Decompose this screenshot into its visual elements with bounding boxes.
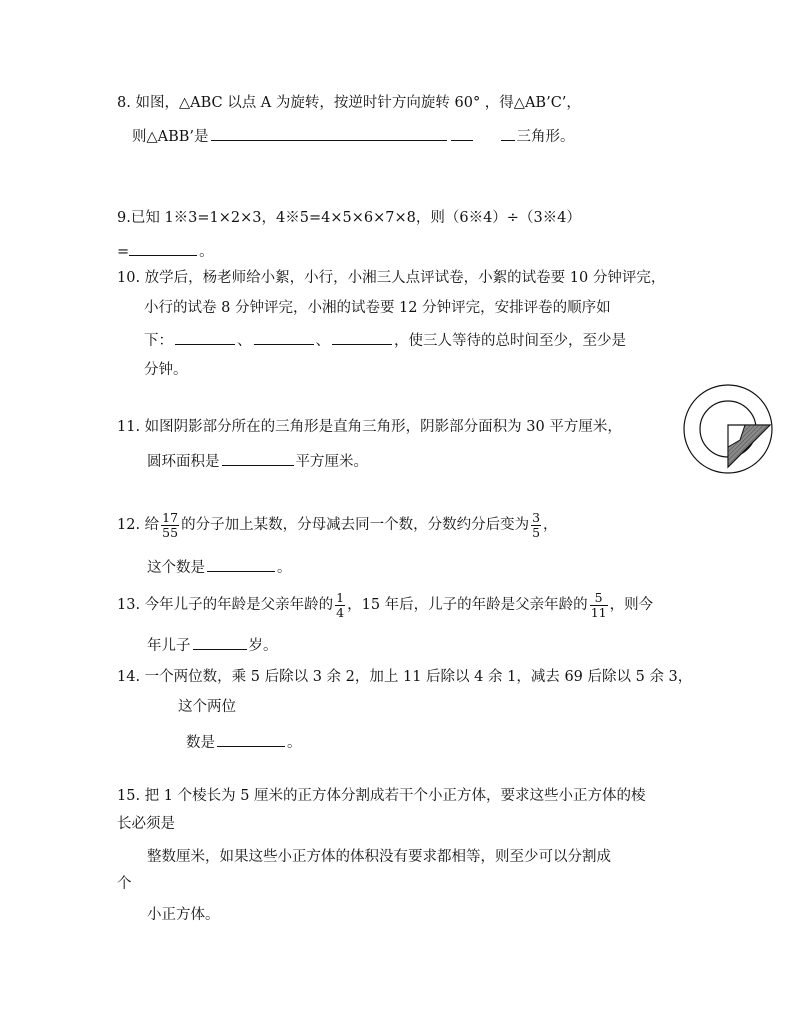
annulus-triangle-figure xyxy=(682,383,774,475)
q14-line3-pre: 数是 xyxy=(186,735,215,751)
q10-order-blank-3[interactable] xyxy=(332,329,392,345)
q9-line2-pre: = xyxy=(117,244,130,260)
q10-line1: 10. 放学后，杨老师给小絮，小行，小湘三人点评试卷，小絮的试卷要 10 分钟评完， xyxy=(117,270,666,286)
q8-line2-pre: 则△ABB’是 xyxy=(132,129,209,145)
q13-mid: ，15 年后，儿子的年龄是父亲年龄的 xyxy=(347,597,588,613)
q13-fraction-1 xyxy=(335,591,345,620)
q13-frac1-den: 4 xyxy=(336,604,345,620)
q12-frac2-den: 5 xyxy=(532,524,541,540)
q12-frac2-num: 3 xyxy=(532,509,541,525)
q15-line1: 15. 把 1 个棱长为 5 厘米的正方体分割成若干个小正方体，要求这些小正方体的棱 xyxy=(117,788,646,804)
q12-fraction-2 xyxy=(531,511,541,540)
q14-line3-post: 。 xyxy=(287,735,302,751)
q13-post: ，则今 xyxy=(609,597,654,613)
q10-sep-2: 、 xyxy=(315,333,330,349)
q12-line2 xyxy=(147,556,292,578)
q10-order-blank-2[interactable] xyxy=(254,329,314,345)
q12-post: ， xyxy=(543,517,558,533)
q13-line2-post: 岁。 xyxy=(248,638,278,654)
q9-answer-blank[interactable] xyxy=(129,240,197,256)
q14-line2: 这个两位 xyxy=(178,699,236,715)
q15-line5: 小正方体。 xyxy=(147,907,220,923)
q10-line3 xyxy=(144,329,626,351)
q13-line1 xyxy=(117,590,653,620)
q13-frac2-den: 11 xyxy=(590,604,607,620)
q11-line2 xyxy=(147,450,368,472)
q10-line2: 小行的试卷 8 分钟评完，小湘的试卷要 12 分钟评完，安排评卷的顺序如 xyxy=(144,300,611,316)
q9-line2 xyxy=(117,240,214,262)
q10-line4: 分钟。 xyxy=(144,362,188,378)
q10-sep-1: 、 xyxy=(237,333,252,349)
q8-line2 xyxy=(132,125,575,147)
q15-line2: 长必须是 xyxy=(117,816,175,832)
q13-fraction-2 xyxy=(590,591,608,620)
q14-line1: 14. 一个两位数，乘 5 后除以 3 余 2，加上 11 后除以 4 余 1，减去 69 后除以 5 余 3， xyxy=(117,669,693,685)
q12-mid: 的分子加上某数，分母减去同一个数，分数约分后变为 xyxy=(181,517,530,533)
q11-line1: 11. 如图阴影部分所在的三角形是直角三角形，阴影部分面积为 30 平方厘米， xyxy=(117,419,622,435)
q12-answer-blank[interactable] xyxy=(207,556,275,572)
q13-frac1-num: 1 xyxy=(336,589,345,605)
q12-frac1-den: 55 xyxy=(162,524,179,540)
q10-order-blank-1[interactable] xyxy=(175,329,235,345)
q8-line1: 8. 如图，△ABC 以点 A 为旋转，按逆时针方向旋转 60° ，得△AB’C’， xyxy=(117,95,581,111)
q13-line2 xyxy=(147,634,278,656)
q10-line3-pre: 下： xyxy=(144,333,173,349)
q12-fraction-1 xyxy=(161,511,179,540)
q13-frac2-num: 5 xyxy=(590,591,608,606)
q8-answer-blank-3[interactable] xyxy=(501,125,515,141)
q12-line1 xyxy=(117,510,558,540)
q15-line3: 整数厘米，如果这些小正方体的体积没有要求都相等，则至少可以分割成 xyxy=(147,849,611,865)
q12-pre: 12. 给 xyxy=(117,517,160,533)
q14-line3 xyxy=(186,731,302,753)
q12-frac1-num: 17 xyxy=(162,509,179,525)
q8-answer-blank[interactable] xyxy=(211,125,447,141)
q12-line2-post: 。 xyxy=(277,560,292,576)
q11-line2-pre: 圆环面积是 xyxy=(147,454,220,470)
q8-line2-post: 三角形。 xyxy=(516,129,575,145)
q10-line3-post: ，使三人等待的总时间至少，至少是 xyxy=(394,333,626,349)
q8-answer-blank-2[interactable] xyxy=(451,125,473,141)
q9-line1: 9.已知 1※3=1×2×3，4※5=4×5×6×7×8，则（6※4）÷（3※4） xyxy=(117,210,581,226)
q11-answer-blank[interactable] xyxy=(222,450,294,466)
q13-pre: 13. 今年儿子的年龄是父亲年龄的 xyxy=(117,597,334,613)
q9-line2-post: 。 xyxy=(199,244,214,260)
q11-line2-post: 平方厘米。 xyxy=(295,454,368,470)
q13-line2-pre: 年儿子 xyxy=(147,638,191,654)
q13-answer-blank[interactable] xyxy=(193,634,247,650)
q15-line4: 个 xyxy=(117,876,132,892)
q14-answer-blank[interactable] xyxy=(217,731,285,747)
q12-line2-pre: 这个数是 xyxy=(147,560,205,576)
